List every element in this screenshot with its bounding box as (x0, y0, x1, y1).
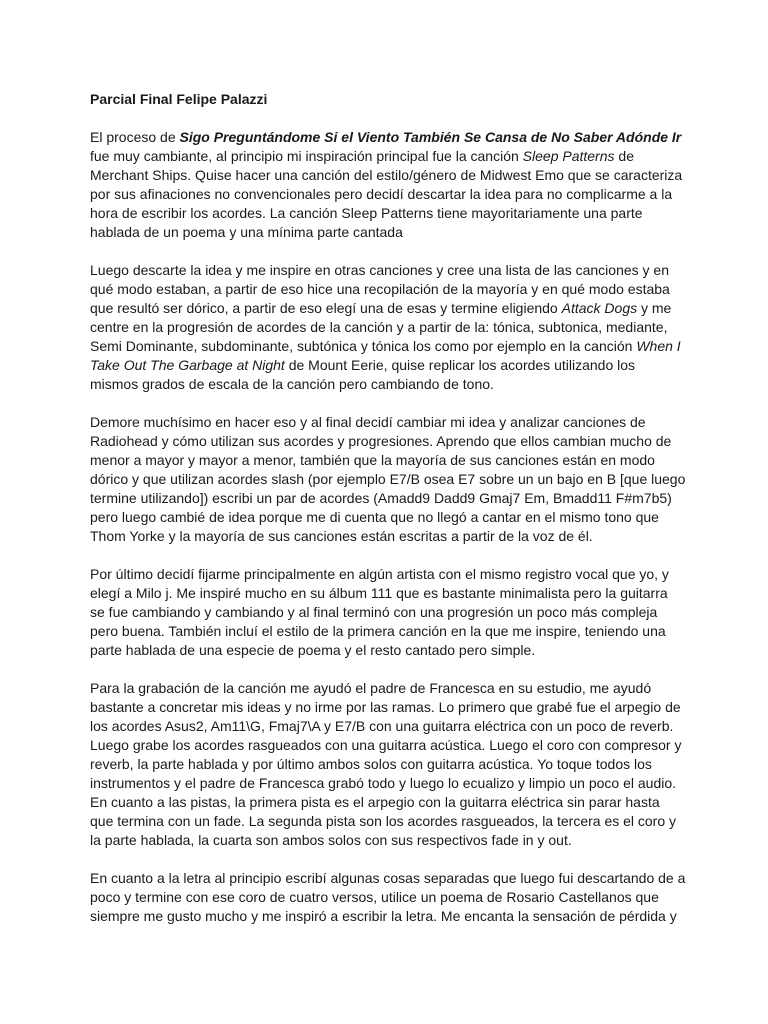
text-run: que termina con un fade. La segunda pista son los acordes rasgueados, la tercera es el coro y (90, 813, 677, 829)
text-line (90, 223, 690, 242)
text-line (90, 584, 690, 603)
text-run: siempre me gusto mucho y me inspiró a escribir la letra. Me encanta la sensación de pérdida y (90, 908, 677, 924)
text-run: Merchant Ships. Quise hacer una canción del estilo/género de Midwest Emo que se caracteriza (90, 167, 683, 183)
text-run: parte hablada de una especie de poema y el resto cantado pero simple. (90, 642, 536, 658)
text-run: reverb, la parte hablada y por último ambos solos con guitarra acústica. Yo toque todos los (90, 756, 652, 772)
text-run: los acordes Asus2, Am11\G, Fmaj7\A y E7/B con una guitarra eléctrica con un poco de reverb. (90, 718, 674, 734)
text-line (90, 793, 690, 812)
text-run: hora de escribir los acordes. La canción Sleep Patterns tiene mayoritariamente una parte (90, 205, 643, 221)
text-line (90, 603, 690, 622)
text-run: centre en la progresión de acordes de la canción y a partir de la: tónica, subtonica, mediante, (90, 319, 668, 335)
italic-text: Take Out The Garbage at Night (90, 357, 285, 373)
text-run: Luego descarte la idea y me inspire en otras canciones y cree una lista de las canciones y en (90, 262, 670, 278)
text-line (90, 128, 690, 147)
text-run: menor a mayor y mayor a menor, también que la mayoría de sus canciones están en modo (90, 452, 655, 468)
text-line (90, 907, 690, 926)
document-page (90, 90, 690, 945)
text-run: instrumentos y el padre de Francesca grabó todo y luego lo ecualizo y limpio un poco el audio. (90, 775, 677, 791)
text-line (90, 166, 690, 185)
text-run: de Mount Eerie, quise replicar los acordes utilizando los (284, 357, 636, 373)
text-line (90, 565, 690, 584)
paragraph (90, 679, 690, 850)
text-run: fue muy cambiante, al principio mi inspiración principal fue la canción (90, 148, 523, 164)
paragraph (90, 869, 690, 926)
text-run: la parte hablada, la cuarta son ambos solos con sus respectivos fade in y out. (90, 832, 572, 848)
text-line (90, 147, 690, 166)
text-line (90, 717, 690, 736)
text-line (90, 812, 690, 831)
bold-italic-text: Sigo Preguntándome Si el Viento También Se Cansa de No Saber Adónde Ir (179, 129, 682, 145)
text-line (90, 280, 690, 299)
text-line (90, 451, 690, 470)
text-run: y me (637, 300, 672, 316)
italic-text: Sleep Patterns (522, 148, 615, 164)
text-line (90, 869, 690, 888)
text-run: Thom Yorke y la mayoría de sus canciones están escritas a partir de la voz de él. (90, 528, 593, 544)
italic-text: When I (636, 338, 681, 354)
text-run: Para la grabación de la canción me ayudó el padre de Francesca en su estudio, me ayudó (90, 680, 652, 696)
text-run: dórico y que utilizan acordes slash (por ejemplo E7/B osea E7 sobre un un bajo en B [que luego (90, 471, 686, 487)
text-line (90, 356, 690, 375)
text-line (90, 299, 690, 318)
text-run: pero buena. También incluí el estilo de la primera canción en la que me inspire, teniendo una (90, 623, 666, 639)
text-run: mismos grados de escala de la canción pero cambiando de tono. (90, 376, 494, 392)
paragraph (90, 261, 690, 394)
text-line (90, 470, 690, 489)
text-line (90, 318, 690, 337)
text-line (90, 185, 690, 204)
paragraph (90, 565, 690, 660)
text-line (90, 204, 690, 223)
text-run: El proceso de (90, 129, 180, 145)
text-run: hablada de un poema y una mínima parte cantada (90, 224, 403, 240)
text-line (90, 337, 690, 356)
text-line (90, 413, 690, 432)
text-run: Demore muchísimo en hacer eso y al final decidí cambiar mi idea y analizar canciones de (90, 414, 646, 430)
text-run: por sus afinaciones no convencionales pero decidí descartar la idea para no complicarme a la (90, 186, 673, 202)
paragraph (90, 128, 690, 242)
italic-text: Attack Dogs (561, 300, 638, 316)
text-line (90, 679, 690, 698)
document-body (90, 128, 690, 926)
text-run: que resultó ser dórico, a partir de eso elegí una de esas y termine eligiendo (90, 300, 562, 316)
text-run: elegí a Milo j. Me inspiré mucho en su álbum 111 que es bastante minimalista pero la guitarra (90, 585, 668, 601)
text-line (90, 622, 690, 641)
text-run: Por último decidí fijarme principalmente en algún artista con el mismo registro vocal que yo, y (90, 566, 669, 582)
text-run: bastante a concretar mis ideas y no irme por las ramas. Lo primero que grabé fue el arpegio de (90, 699, 681, 715)
text-line (90, 888, 690, 907)
text-line (90, 755, 690, 774)
text-run: se fue cambiando y cambiando y al final terminó con una progresión un poco más compleja (90, 604, 658, 620)
text-line (90, 375, 690, 394)
text-line (90, 698, 690, 717)
text-line (90, 774, 690, 793)
text-run: Semi Dominante, subdominante, subtónica y tónica los como por ejemplo en la canción (90, 338, 637, 354)
text-run: Luego grabe los acordes rasgueados con una guitarra acústica. Luego el coro con compresor y (90, 737, 682, 753)
text-run: termine utilizando]) escribi un par de acordes (Amadd9 Dadd9 Gmaj7 Em, Bmadd11 F#m7b5) (90, 490, 672, 506)
text-run: En cuanto a la letra al principio escribí algunas cosas separadas que luego fui descartando de a (90, 870, 686, 886)
paragraph (90, 413, 690, 546)
text-line (90, 508, 690, 527)
text-line (90, 831, 690, 850)
text-run: qué modo estaban, a partir de eso hice una recopilación de la mayoría y en qué modo estaba (90, 281, 670, 297)
text-line (90, 736, 690, 755)
text-line (90, 432, 690, 451)
text-line (90, 527, 690, 546)
text-run: pero luego cambié de idea porque me di cuenta que no llegó a cantar en el mismo tono que (90, 509, 659, 525)
document-title: Parcial Final Felipe Palazzi (90, 91, 268, 107)
text-line (90, 641, 690, 660)
text-line (90, 489, 690, 508)
text-run: poco y termine con ese coro de cuatro versos, utilice un poema de Rosario Castellanos que (90, 889, 659, 905)
text-run: de (614, 148, 634, 164)
text-run: Radiohead y cómo utilizan sus acordes y progresiones. Aprendo que ellos cambian mucho de (90, 433, 672, 449)
text-run: En cuanto a las pistas, la primera pista es el arpegio con la guitarra eléctrica sin parar hasta (90, 794, 660, 810)
text-line (90, 261, 690, 280)
